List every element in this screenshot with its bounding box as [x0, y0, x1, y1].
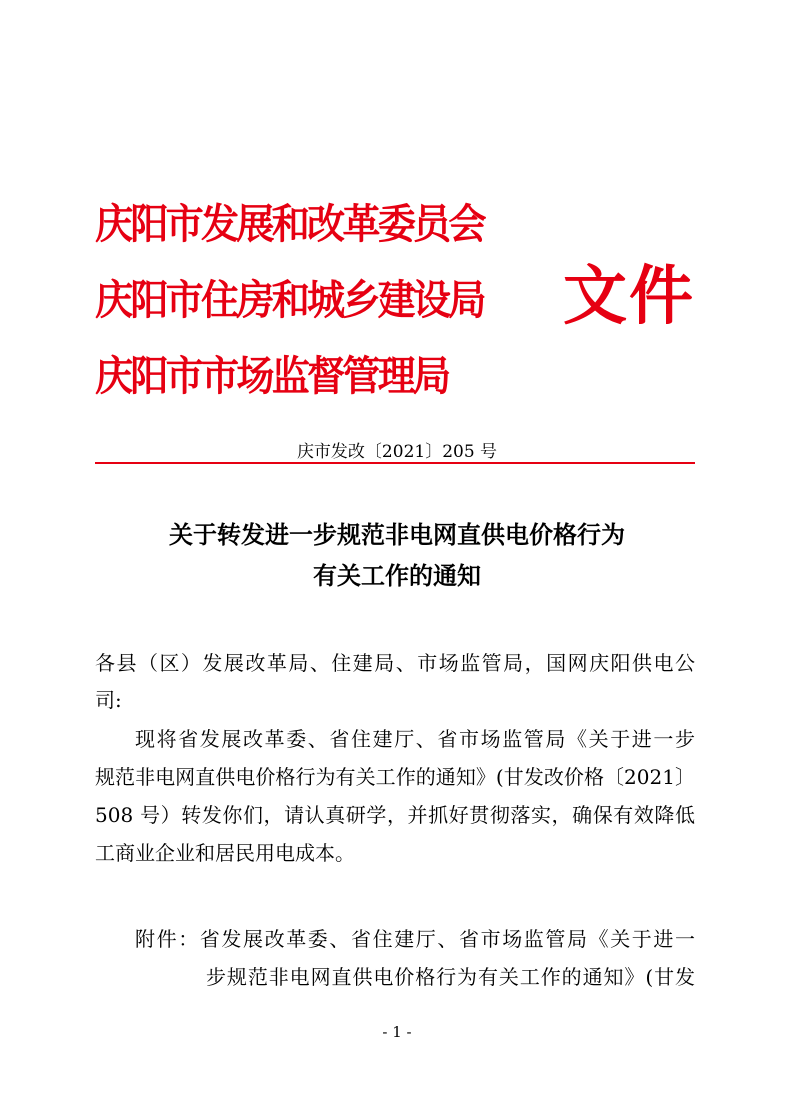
body-paragraph-line: 规范非电网直供电价格行为有关工作的通知》(甘发改价格〔2021〕: [95, 765, 695, 789]
body-paragraph-line: 508 号）转发你们，请认真研学，并抓好贯彻落实，确保有效降低: [95, 803, 695, 827]
recipients-line: 各县（区）发展改革局、住建局、市场监管局，国网庆阳供电公: [95, 651, 695, 675]
issuer-block: [95, 186, 545, 414]
body-paragraph-line: 现将省发展改革委、省住建厅、省市场监管局《关于进一步: [135, 727, 695, 751]
issuer-name: 庆阳市住房和城乡建设局: [95, 276, 484, 324]
document-number: 庆市发改〔2021〕205 号: [296, 442, 498, 462]
recipients-line: 司:: [95, 688, 122, 712]
issuer-name: 庆阳市市场监督管理局: [95, 352, 449, 400]
document-label: 文件: [563, 260, 695, 334]
attachment-line: 附件：省发展改革委、省住建厅、省市场监管局《关于进一: [135, 927, 695, 951]
attachment-line: 步规范非电网直供电价格行为有关工作的通知》(甘发: [206, 965, 695, 989]
document-title: 关于转发进一步规范非电网直供电价格行为: [169, 520, 625, 549]
document-title: 有关工作的通知: [313, 561, 481, 590]
page-number: - 1 -: [382, 1023, 412, 1041]
body-paragraph-line: 工商业企业和居民用电成本。: [95, 841, 355, 865]
issuer-name: 庆阳市发展和改革委员会: [95, 200, 484, 248]
red-divider: [95, 462, 695, 464]
